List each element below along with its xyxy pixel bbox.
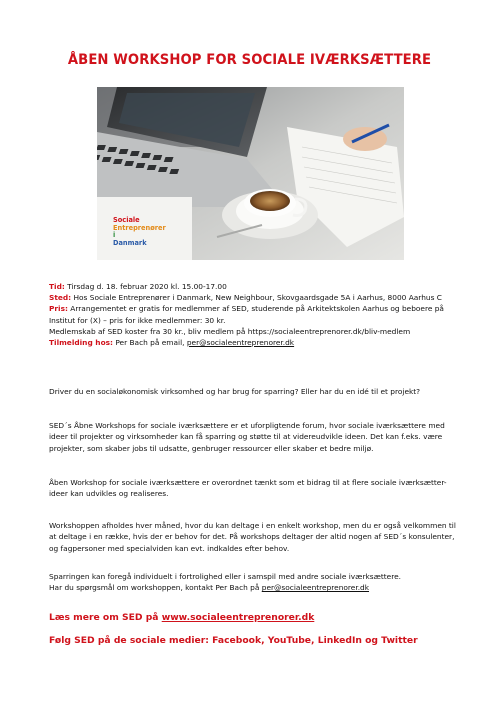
logo-line-2: Entreprenører [113, 223, 166, 232]
paragraph-4-line-3: og fagpersoner med specialviden kan evt. indkaldes efter behov. [49, 543, 290, 553]
paragraph-5 [49, 571, 459, 594]
logo-line-4: Danmark [113, 238, 147, 247]
paragraph-2-line-3: projekter, som skaber jobs til udsatte, genbruger ressourcer eller skaber et bedre miljø. [49, 443, 374, 453]
paragraph-5-line-2 [49, 582, 459, 593]
paragraph-3-line-2: ideer kan udvikles og realiseres. [49, 489, 169, 499]
read-more-text: Læs mere om SED på [49, 612, 162, 623]
info-membership: Medlemskab af SED koster fra 30 kr., bliv medlem på https://socialeentreprenorer.dk/bliv-medlem [49, 326, 411, 336]
contact-text: Har du spørgsmål om workshoppen, kontakt Per Bach på [49, 583, 262, 593]
paragraph-1-line-1: Driver du en socialøkonomisk virksomhed og har brug for sparring? Eller har du en idé til et projekt? [49, 387, 421, 396]
sed-logo [113, 217, 175, 255]
info-price [49, 303, 469, 314]
follow-line: Følg SED på de sociale medier: Facebook, YouTube, LinkedIn og Twitter [49, 635, 418, 646]
price-label: Pris: [49, 304, 68, 314]
event-info [49, 281, 469, 348]
info-time [49, 281, 469, 292]
paragraph-1 [49, 386, 459, 397]
contact-email-link[interactable]: per@socialeentreprenorer.dk [261, 583, 370, 593]
website-link[interactable]: www.socialeentreprenorer.dk [161, 612, 315, 623]
paragraph-4-line-2: at deltage i en række, hvis der er behov for det. På workshops deltager der altid nogen af SED´s konsulenter, [49, 532, 455, 542]
signup-value: Per Bach på email, [113, 338, 187, 348]
paragraph-2-line-1: SED´s Åbne Workshops for sociale iværksættere er et uforpligtende forum, hvor sociale iværksættere med [49, 421, 445, 430]
logo-line-3: i [113, 231, 116, 240]
paragraph-5-line-1: Sparringen kan foregå individuelt i fortrolighed eller i samspil med andre sociale iværksættere. [49, 572, 401, 581]
info-price-cont: Institut for (X) – pris for ikke medlemmer: 30 kr. [49, 315, 226, 325]
read-more-line [49, 612, 314, 623]
signup-label: Tilmelding hos: [49, 338, 113, 348]
paragraph-2 [49, 420, 459, 454]
paragraph-4 [49, 520, 459, 554]
paragraph-3-line-1: Åben Workshop for sociale iværksættere er overordnet tænkt som et bidrag til at flere sociale iværksætter- [49, 478, 447, 487]
price-value: Arrangementet er gratis for medlemmer af SED, studerende på Arkitektskolen Aarhus og beboere på [67, 304, 444, 314]
paragraph-3 [49, 477, 459, 500]
header-photo [97, 87, 404, 260]
info-signup [49, 337, 469, 348]
time-label: Tid: [49, 282, 65, 291]
time-value: Tirsdag d. 18. februar 2020 kl. 15.00-17.00 [64, 282, 227, 291]
place-label: Sted: [49, 293, 72, 303]
page-title: ÅBEN WORKSHOP FOR SOCIALE IVÆRKSÆTTERE [67, 52, 432, 68]
info-place [49, 292, 469, 303]
place-value: Hos Sociale Entreprenører i Danmark, New Neighbour, Skovgaardsgade 5A i Aarhus, 8000 Aarhus C [71, 293, 442, 303]
logo-line-1: Sociale [113, 216, 140, 224]
paragraph-4-line-1: Workshoppen afholdes hver måned, hvor du kan deltage i en enkelt workshop, men du er også velkommen til [49, 521, 456, 530]
paragraph-2-line-2: ideer til projekter og virksomheder kan få sparring og støtte til at videreudvikle ideen. Det kan f.eks. være [49, 432, 443, 442]
signup-email-link[interactable]: per@socialeentreprenorer.dk [186, 338, 295, 348]
